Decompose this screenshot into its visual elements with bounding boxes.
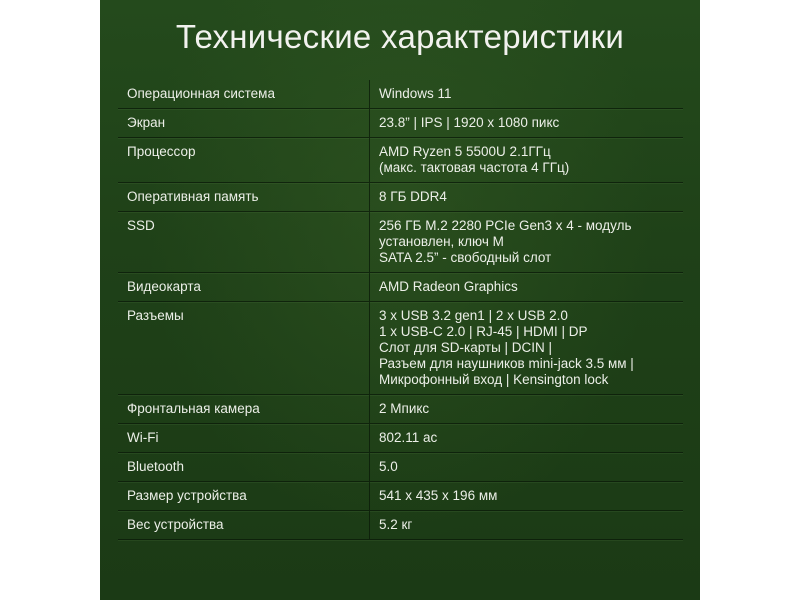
spec-label: Экран [118, 109, 370, 137]
table-row [118, 138, 683, 183]
table-row [118, 183, 683, 212]
page-title: Технические характеристики [175, 18, 625, 55]
table-row [118, 482, 683, 511]
spec-label: Оперативная память [118, 183, 370, 211]
spec-value: 541 x 435 x 196 мм [379, 488, 498, 503]
spec-label: Процессор [118, 138, 370, 182]
spec-value: 5.2 кг [379, 517, 413, 532]
spec-label: Операционная система [118, 80, 370, 108]
spec-value: 256 ГБ M.2 2280 PCIe Gen3 x 4 - модуль установлен, ключ M SATA 2.5” - свободный слот [379, 218, 632, 265]
spec-label: Wi-Fi [118, 424, 370, 452]
table-row [118, 453, 683, 482]
table-row [118, 302, 683, 395]
spec-label: Вес устройства [118, 511, 370, 539]
spec-value: 23.8” | IPS | 1920 x 1080 пикс [379, 115, 560, 130]
spec-value: 8 ГБ DDR4 [379, 189, 447, 204]
spec-value: 802.11 ac [379, 430, 438, 445]
spec-table [118, 80, 683, 540]
table-row [118, 511, 683, 540]
spec-label: Фронтальная камера [118, 395, 370, 423]
spec-value: 5.0 [379, 459, 398, 474]
spec-label: Видеокарта [118, 273, 370, 301]
spec-value: AMD Ryzen 5 5500U 2.1ГГц (макс. тактовая частота 4 ГГц) [379, 144, 570, 175]
spec-value: Windows 11 [379, 86, 452, 101]
table-row [118, 109, 683, 138]
spec-label: Разъемы [118, 302, 370, 394]
spec-label: Размер устройства [118, 482, 370, 510]
spec-value: 2 Мпикс [379, 401, 430, 416]
table-row [118, 212, 683, 273]
table-row [118, 273, 683, 302]
spec-value: 3 x USB 3.2 gen1 | 2 x USB 2.0 1 x USB-C 2.0 | RJ-45 | HDMI | DP Слот для SD-карты | DCIN | Разъем для наушников mini-jack 3.5 мм | Микрофонный вход | Kensington lock [379, 308, 634, 387]
table-row [118, 424, 683, 453]
table-row [118, 395, 683, 424]
spec-panel [100, 0, 700, 600]
table-row [118, 80, 683, 109]
spec-label: SSD [118, 212, 370, 272]
spec-label: Bluetooth [118, 453, 370, 481]
spec-value: AMD Radeon Graphics [379, 279, 518, 294]
